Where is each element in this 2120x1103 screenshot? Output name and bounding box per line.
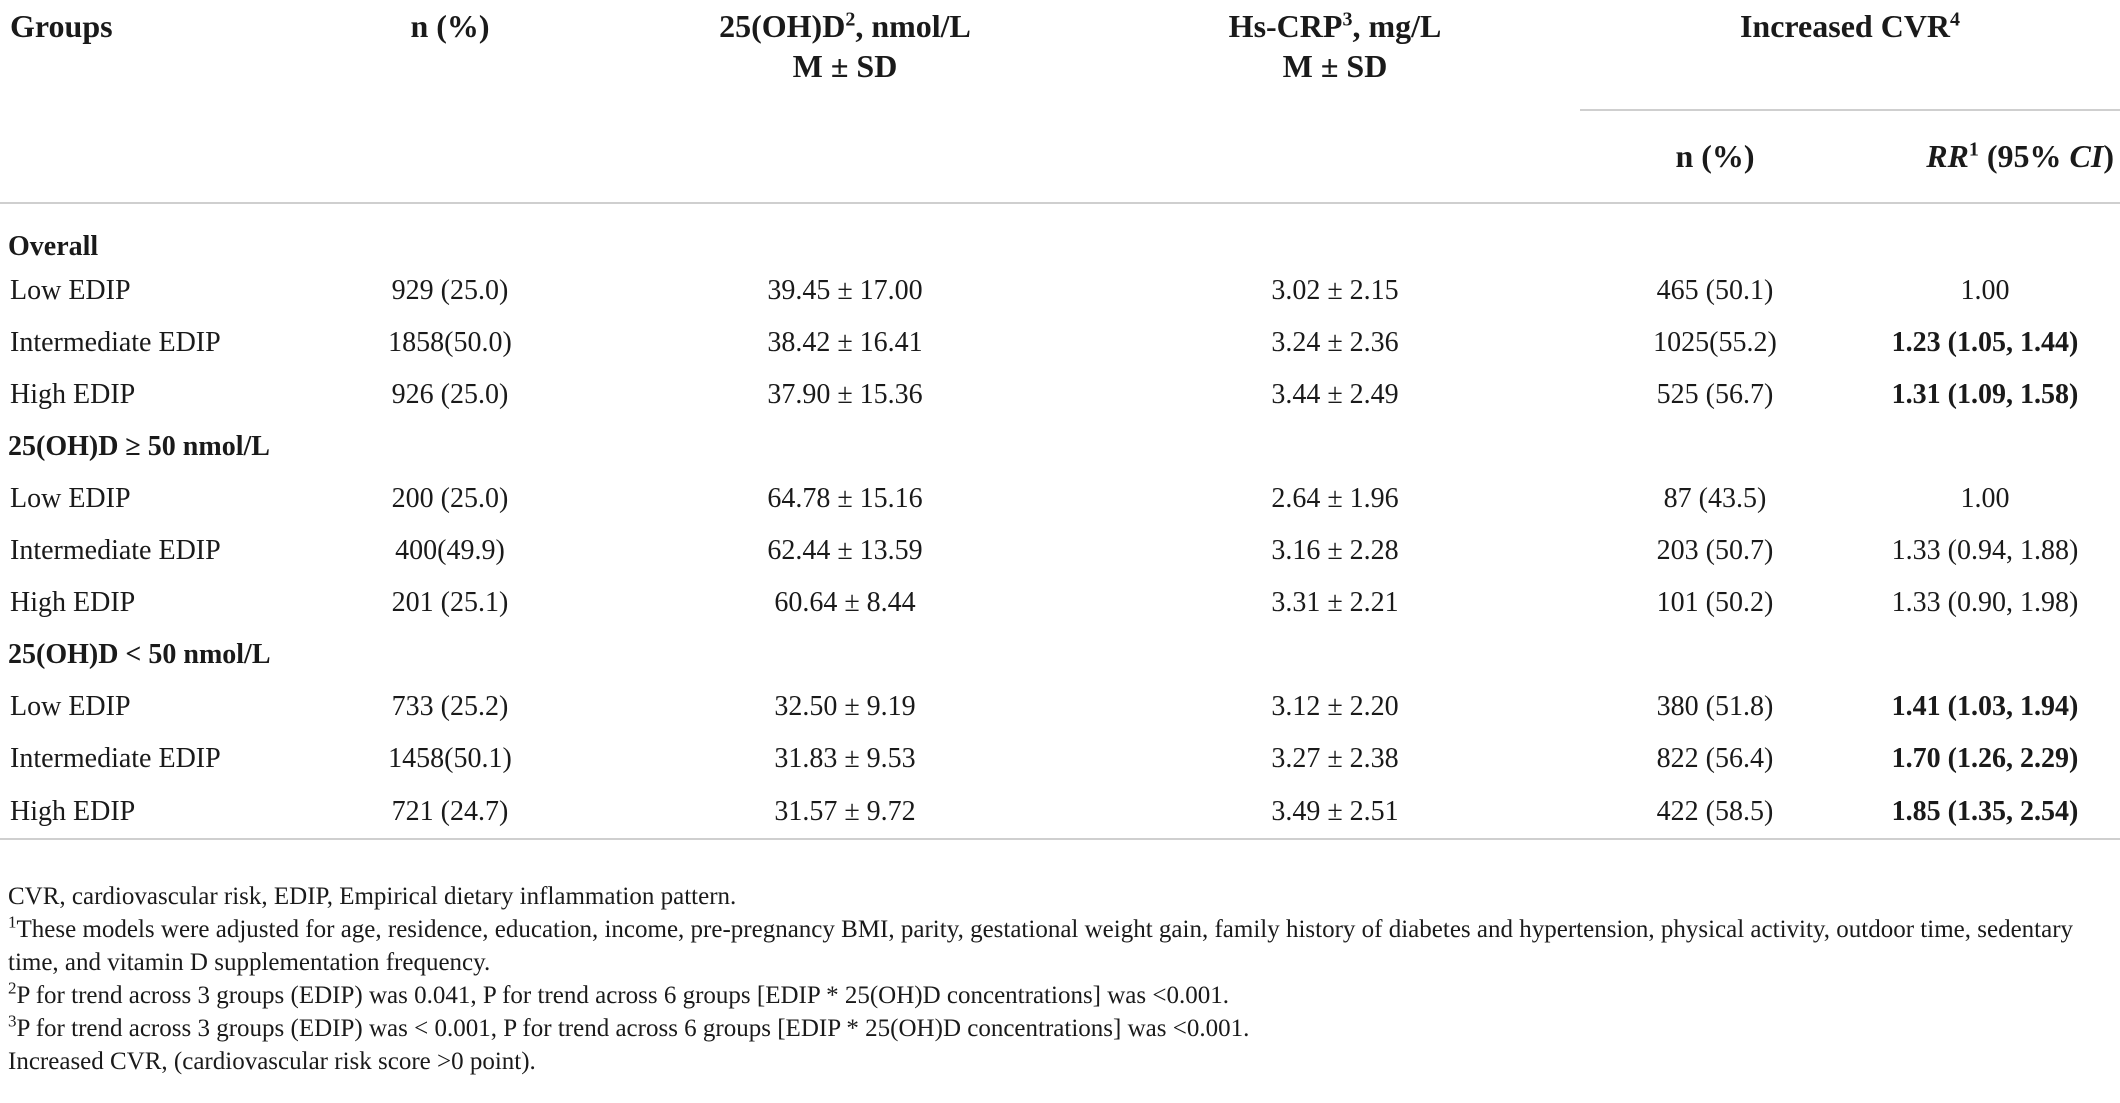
table-row	[0, 317, 2120, 369]
cell-crp: 2.64 ± 1.96	[1271, 483, 1399, 514]
cell-rr: 1.31 (1.09, 1.58)	[1891, 379, 2079, 410]
cell-cvr-n: 1025(55.2)	[1653, 327, 1777, 358]
section-title: 25(OH)D ≥ 50 nmol/L	[8, 431, 270, 462]
cell-group: Low EDIP	[10, 691, 131, 722]
cell-crp: 3.49 ± 2.51	[1090, 785, 1580, 839]
cell-group: High EDIP	[0, 785, 300, 839]
cell-n: 1858(50.0)	[388, 327, 512, 358]
cell-crp: 3.31 ± 2.21	[1271, 587, 1399, 618]
footnote-2: $^2$P for trend across 3 groups (EDIP) was 0.041, P for trend across 6 groups [EDIP * 25(OH)D concentrations] was <0.001.	[8, 978, 1229, 1009]
cell-vitd: 37.90 ± 15.36	[767, 379, 923, 410]
cell-vitd: 64.78 ± 15.16	[767, 483, 923, 514]
cell-n: 721 (24.7)	[300, 785, 600, 839]
col-header-vitd: $25(OH)D^2$, nmol/L M ± SD	[719, 8, 971, 84]
cell-group: Low EDIP	[10, 483, 131, 514]
cell-cvr-n: 101 (50.2)	[1656, 587, 1774, 618]
cell-n: 400(49.9)	[395, 535, 505, 566]
cell-vitd: 62.44 ± 13.59	[767, 535, 923, 566]
cell-vitd: 32.50 ± 9.19	[774, 691, 916, 722]
cell-cvr-n: 525 (56.7)	[1656, 379, 1774, 410]
cell-crp: 3.02 ± 2.15	[1271, 275, 1399, 306]
cell-n: 201 (25.1)	[391, 587, 509, 618]
cell-cvr-n: 380 (51.8)	[1656, 691, 1774, 722]
table-row	[0, 525, 2120, 577]
table-row	[0, 265, 2120, 317]
cell-n: 200 (25.0)	[391, 483, 509, 514]
cell-crp: 3.12 ± 2.20	[1271, 691, 1399, 722]
cell-crp: 3.24 ± 2.36	[1271, 327, 1399, 358]
section-title: Overall	[8, 230, 99, 262]
footnote-cvr-definition: Increased CVR, (cardiovascular risk score >0 point).	[8, 1048, 536, 1075]
cell-group: High EDIP	[10, 587, 136, 618]
footnote-abbreviations: CVR, cardiovascular risk, EDIP, Empirical dietary inflammation pattern.	[8, 883, 737, 910]
cell-cvr-n: 822 (56.4)	[1656, 743, 1774, 774]
table-row	[0, 473, 2120, 525]
cell-rr: 1.85 (1.35, 2.54)	[1850, 785, 2120, 839]
col-header-n-pct: n (%)	[410, 8, 490, 44]
cell-n: 929 (25.0)	[391, 275, 509, 306]
table-footnotes	[8, 880, 2118, 1078]
col-header-cvr-n-pct: n (%)	[1580, 110, 1850, 202]
cell-group: Low EDIP	[10, 275, 131, 306]
col-header-increased-cvr: Increased CVR$^4$	[1739, 8, 1961, 44]
cell-vitd: 60.64 ± 8.44	[774, 587, 916, 618]
cell-rr: 1.41 (1.03, 1.94)	[1891, 691, 2079, 722]
cell-n: 926 (25.0)	[391, 379, 509, 410]
cell-group: Intermediate EDIP	[10, 327, 221, 358]
cell-rr: 1.33 (0.94, 1.88)	[1891, 535, 2079, 566]
cell-crp: 3.27 ± 2.38	[1271, 743, 1399, 774]
cell-rr: 1.00	[1960, 275, 2010, 306]
cell-vitd: 39.45 ± 17.00	[767, 275, 923, 306]
cell-n: 1458(50.1)	[388, 743, 512, 774]
cell-rr: 1.00	[1960, 483, 2010, 514]
cell-cvr-n: 87 (43.5)	[1663, 483, 1767, 514]
table-row	[0, 369, 2120, 421]
section-row	[0, 203, 2120, 265]
cell-vitd: 38.42 ± 16.41	[767, 327, 923, 358]
col-header-crp: Hs-CRP$^3$, mg/L M ± SD	[1228, 8, 1442, 84]
cell-group: High EDIP	[10, 379, 136, 410]
cell-rr: 1.70 (1.26, 2.29)	[1891, 743, 2079, 774]
table-row	[0, 577, 2120, 629]
cell-rr: 1.23 (1.05, 1.44)	[1891, 327, 2079, 358]
cell-cvr-n: 422 (58.5)	[1580, 785, 1850, 839]
table-row	[0, 733, 2120, 785]
section-title: 25(OH)D < 50 nmol/L	[8, 639, 271, 670]
col-header-rr-ci: $RR^1$ (95% CI)	[1850, 110, 2120, 202]
cell-vitd: 31.83 ± 9.53	[774, 743, 916, 774]
table-row	[0, 681, 2120, 733]
cell-group: Intermediate EDIP	[10, 535, 221, 566]
section-row	[0, 421, 2120, 473]
section-row	[0, 629, 2120, 681]
cell-crp: 3.16 ± 2.28	[1271, 535, 1399, 566]
cell-rr: 1.33 (0.90, 1.98)	[1891, 587, 2079, 618]
cell-group: Intermediate EDIP	[10, 743, 221, 774]
cell-cvr-n: 203 (50.7)	[1656, 535, 1774, 566]
footnote-3: $^3$P for trend across 3 groups (EDIP) was < 0.001, P for trend across 6 groups [EDIP * 25(OH)D concentrations] was <0.001.	[8, 1011, 1250, 1042]
table-row	[0, 785, 2120, 839]
cell-vitd: 31.57 ± 9.72	[600, 785, 1090, 839]
cell-crp: 3.44 ± 2.49	[1271, 379, 1399, 410]
col-header-groups: Groups	[10, 8, 113, 44]
footnote-1: $^1$These models were adjusted for age, residence, education, income, pre-pregnancy BMI, parity, gestational weight gain, family history of diabetes and hypertension, physical activity, outdoor time, sedentary time, and vitamin D supplementation frequency.	[8, 912, 2074, 976]
cell-n: 733 (25.2)	[391, 691, 509, 722]
cell-cvr-n: 465 (50.1)	[1656, 275, 1774, 306]
